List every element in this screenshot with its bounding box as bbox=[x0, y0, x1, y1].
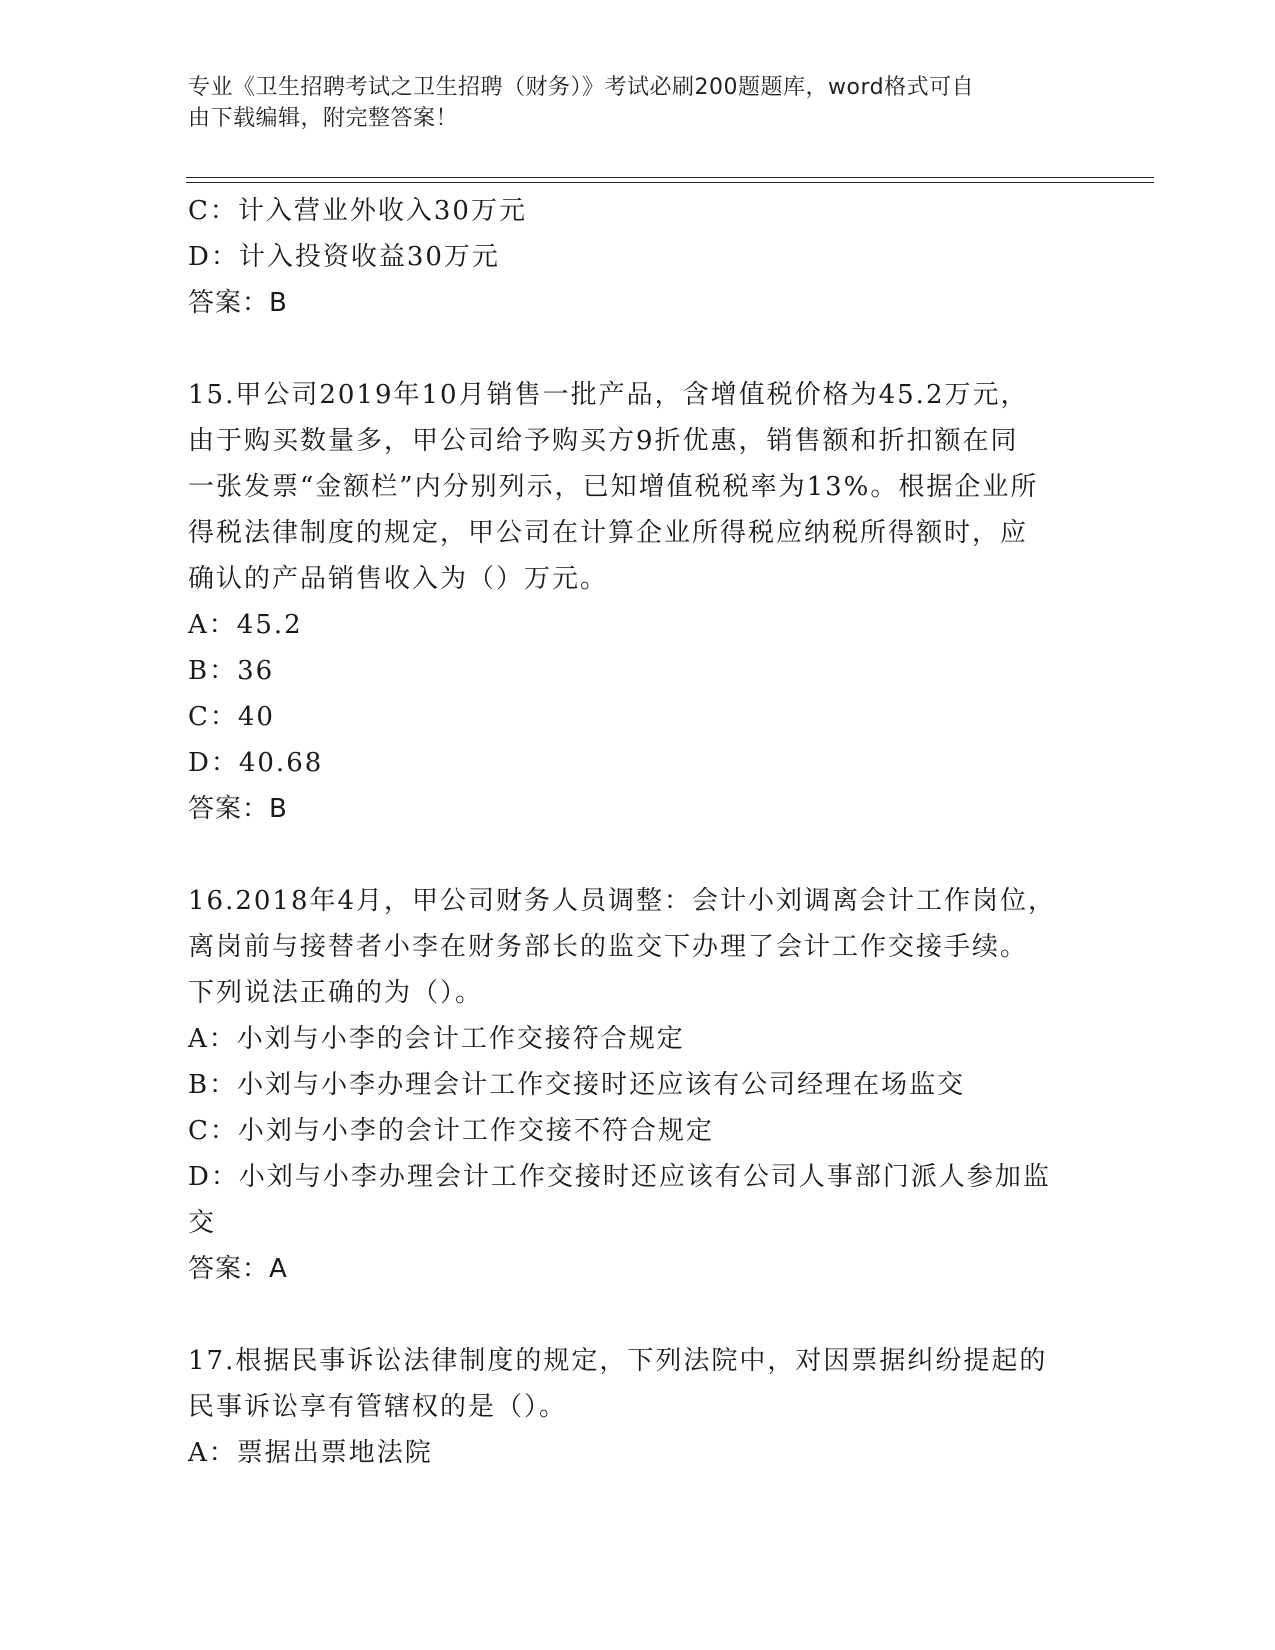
option-b: B：小刘与小李办理会计工作交接时还应该有公司经理在场监交 bbox=[188, 1070, 966, 1100]
question-text-line: 16.2018年4月，甲公司财务人员调整：会计小刘调离会计工作岗位， bbox=[188, 886, 1057, 916]
option-d: D：40.68 bbox=[188, 748, 324, 778]
option-d: D：小刘与小李办理会计工作交接时还应该有公司人事部门派人参加监 bbox=[188, 1162, 1051, 1192]
answer-line: 答案：A bbox=[188, 1254, 288, 1284]
option-c: C：40 bbox=[188, 702, 275, 732]
option-a: A：票据出票地法院 bbox=[188, 1438, 433, 1468]
header-line-2: 由下载编辑，附完整答案！ bbox=[188, 106, 459, 131]
header-rule-top bbox=[186, 177, 1154, 178]
question-text-line: 17.根据民事诉讼法律制度的规定，下列法院中，对因票据纠纷提起的 bbox=[188, 1346, 1048, 1376]
question-text-line: 下列说法正确的为（）。 bbox=[188, 978, 484, 1008]
question-text-line: 民事诉讼享有管辖权的是（）。 bbox=[188, 1392, 568, 1422]
option-d: D：计入投资收益30万元 bbox=[188, 242, 500, 272]
question-text-line: 确认的产品销售收入为（）万元。 bbox=[188, 564, 609, 594]
option-d-continued: 交 bbox=[188, 1208, 217, 1238]
option-a: A：45.2 bbox=[188, 610, 303, 640]
question-text-line: 15.甲公司2019年10月销售一批产品，含增值税价格为45.2万元， bbox=[188, 380, 1029, 410]
question-14-tail bbox=[188, 188, 1088, 326]
header-rule-bottom bbox=[186, 182, 1154, 183]
question-text-line: 一张发票“金额栏”内分别列示，已知增值税税率为13%。根据企业所 bbox=[188, 472, 1039, 502]
answer-line: 答案：B bbox=[188, 794, 288, 824]
option-c: C：计入营业外收入30万元 bbox=[188, 196, 527, 226]
question-17 bbox=[188, 1338, 1088, 1476]
document-header bbox=[188, 72, 1068, 134]
answer-line: 答案：B bbox=[188, 288, 288, 318]
option-b: B：36 bbox=[188, 656, 275, 686]
question-text-line: 由于购买数量多，甲公司给予购买方9折优惠，销售额和折扣额在同 bbox=[188, 426, 1019, 456]
header-line-1: 专业《卫生招聘考试之卫生招聘（财务）》考试必刷200题题库，word格式可自 bbox=[188, 75, 975, 100]
question-16 bbox=[188, 878, 1088, 1292]
option-c: C：小刘与小李的会计工作交接不符合规定 bbox=[188, 1116, 714, 1146]
question-text-line: 离岗前与接替者小李在财务部长的监交下办理了会计工作交接手续。 bbox=[188, 932, 1029, 962]
document-body bbox=[188, 188, 1088, 1476]
question-15 bbox=[188, 372, 1088, 832]
question-text-line: 得税法律制度的规定，甲公司在计算企业所得税应纳税所得额时，应 bbox=[188, 518, 1029, 548]
option-a: A：小刘与小李的会计工作交接符合规定 bbox=[188, 1024, 685, 1054]
